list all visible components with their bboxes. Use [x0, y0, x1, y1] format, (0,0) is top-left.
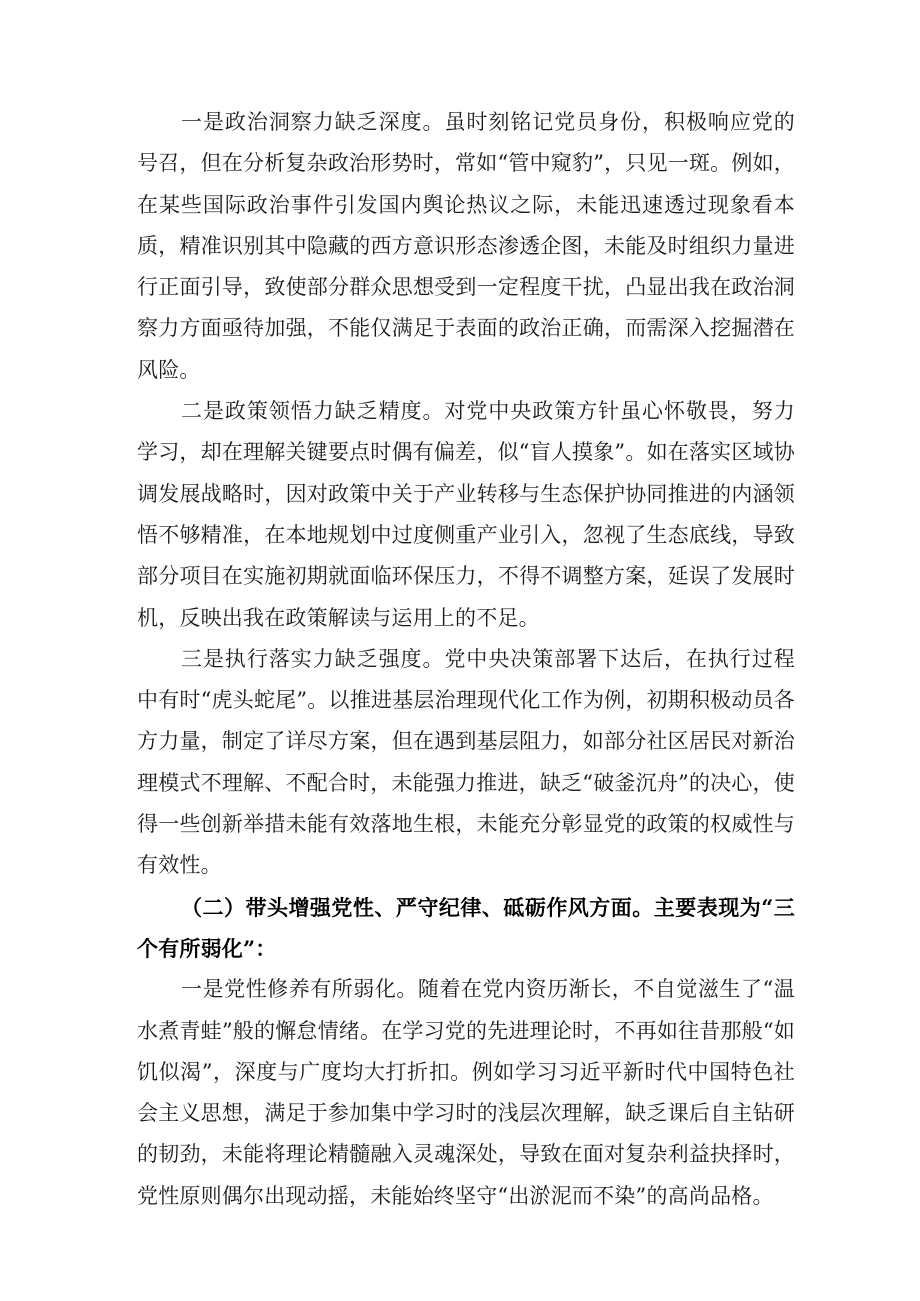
paragraph-execution: 三是执行落实力缺乏强度。党中央决策部署下达后，在执行过程中有时“虎头蛇尾”。以推进基层治理现代化工作为例，初期积极动员各方力量，制定了详尽方案，但在遇到基层阻力，如部分社区居民对新治理模式不理解、不配合时，未能强力推进，缺乏“破釜沉舟”的决心，使得一些创新举措未能有效落地生根，未能充分彰显党的政策的权威性与有效性。 [137, 646, 795, 878]
paragraph-policy-understanding: 二是政策领悟力缺乏精度。对党中央政策方针虽心怀敬畏，努力学习，却在理解关键要点时偶有偏差，似“盲人摸象”。如在落实区域协调发展战略时，因对政策中关于产业转移与生态保护协同推进的内涵领悟不够精准，在本地规划中过度侧重产业引入，忽视了生态底线，导致部分项目在实施初期就面临环保压力，不得不调整方案，延误了发展时机，反映出我在政策解读与运用上的不足。 [137, 399, 795, 630]
section-heading-party-spirit: （二）带头增强党性、严守纪律、砥砺作风方面。主要表现为“三个有所弱化”： [137, 894, 795, 961]
document-body [137, 102, 795, 1217]
paragraph-party-cultivation: 一是党性修养有所弱化。随着在党内资历渐长，不自觉滋生了“温水煮青蛙”般的懈怠情绪。在学习党的先进理论时，不再如往昔那般“如饥似渴”，深度与广度均大打折扣。例如学习习近平新时代中国特色社会主义思想，满足于参加集中学习时的浅层次理解，缺乏课后自主钻研的韧劲，未能将理论精髓融入灵魂深处，导致在面对复杂利益抉择时，党性原则偶尔出现动摇，未能始终坚守“出淤泥而不染”的高尚品格。 [137, 977, 795, 1208]
paragraph-political-insight: 一是政治洞察力缺乏深度。虽时刻铭记党员身份，积极响应党的号召，但在分析复杂政治形势时，常如“管中窥豹”，只见一斑。例如，在某些国际政治事件引发国内舆论热议之际，未能迅速透过现象看本质，精准识别其中隐藏的西方意识形态渗透企图，未能及时组织力量进行正面引导，致使部分群众思想受到一定程度干扰，凸显出我在政治洞察力方面亟待加强，不能仅满足于表面的政治正确，而需深入挖掘潜在风险。 [137, 110, 795, 382]
